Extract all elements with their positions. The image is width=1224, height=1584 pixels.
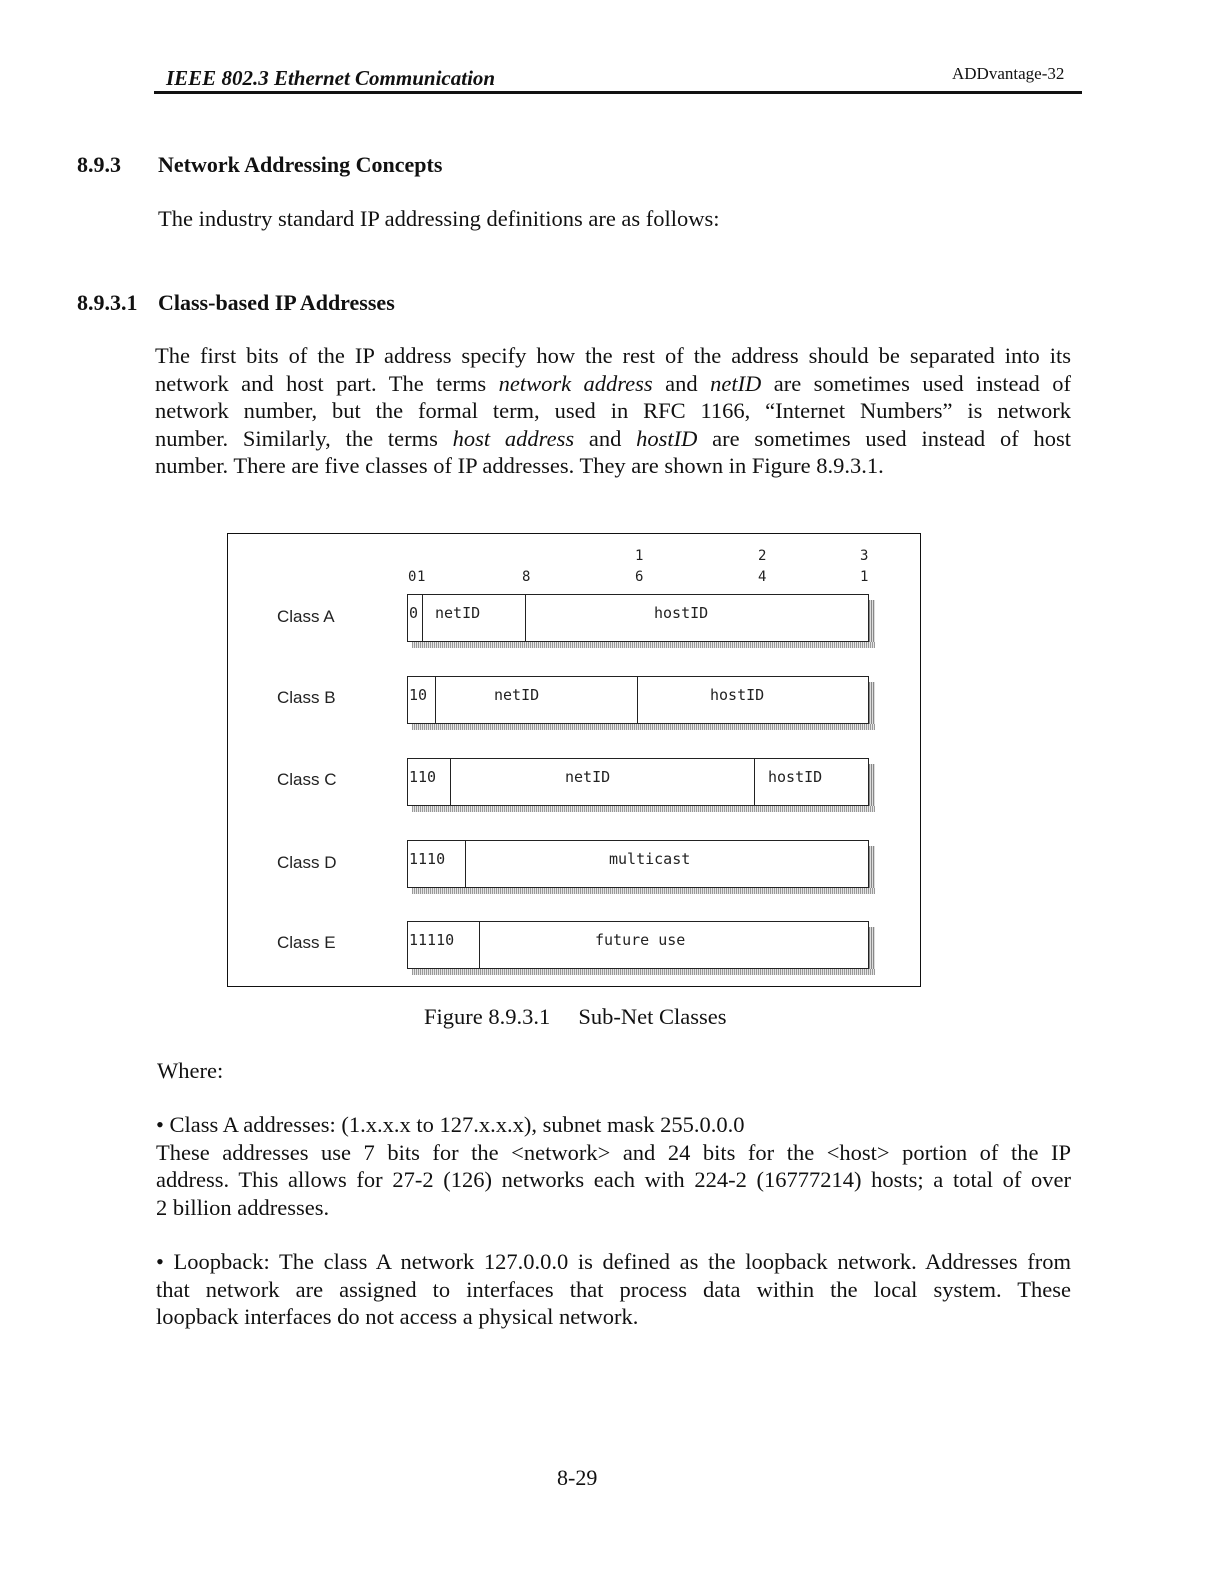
bit-label-16-ones: 6 bbox=[635, 569, 644, 585]
row-shadow bbox=[412, 724, 875, 730]
section-title: Network Addressing Concepts bbox=[158, 152, 443, 177]
running-header-title: IEEE 802.3 Ethernet Communication bbox=[166, 66, 496, 90]
class-c-label: Class C bbox=[277, 770, 337, 789]
class-d-multicast: multicast bbox=[609, 850, 691, 868]
subsection-title: Class-based IP Addresses bbox=[158, 290, 395, 315]
row-shadow bbox=[412, 969, 875, 975]
bit-label-0: 0 bbox=[408, 569, 417, 585]
bit-label-31-tens: 3 bbox=[860, 548, 869, 564]
class-based-paragraph bbox=[155, 342, 1071, 480]
row-shadow bbox=[412, 642, 875, 648]
bullet-line: loopback interfaces do not access a physical network. bbox=[156, 1304, 639, 1329]
paragraph-line: number. There are five classes of IP addresses. They are shown in Figure 8.9.3.1. bbox=[155, 453, 884, 478]
paragraph-line: network and host part. The terms network address and netID are sometimes used instead of bbox=[155, 370, 1071, 396]
class-c-netid: netID bbox=[451, 759, 755, 805]
section-intro: The industry standard IP addressing definitions are as follows: bbox=[158, 206, 720, 231]
class-e-prefix: 11110 bbox=[408, 922, 480, 968]
bit-label-8: 8 bbox=[522, 569, 531, 585]
paragraph-line: network number, but the formal term, used in RFC 1166, “Internet Numbers” is network bbox=[155, 398, 1071, 423]
class-d-prefix: 1110 bbox=[408, 841, 466, 887]
bit-label-1: 1 bbox=[417, 569, 426, 585]
bullet-line: These addresses use 7 bits for the <network> and 24 bits for the <host> portion of the IP bbox=[156, 1139, 1071, 1165]
class-b-netid: netID bbox=[436, 677, 638, 723]
row-shadow bbox=[412, 888, 875, 894]
class-a-bullet bbox=[156, 1111, 1071, 1221]
page-number: 8-29 bbox=[557, 1465, 598, 1490]
class-a-row bbox=[407, 594, 869, 642]
header-rule bbox=[154, 91, 1082, 94]
bullet-line: address. This allows for 27-2 (126) networks each with 224-2 (16777214) hosts; a total of over bbox=[156, 1167, 1071, 1192]
class-e-row bbox=[407, 921, 869, 969]
bit-label-24-tens: 2 bbox=[758, 548, 767, 564]
bullet-line: 2 billion addresses. bbox=[156, 1194, 330, 1220]
class-a-netid: netID bbox=[423, 595, 526, 641]
class-a-label: Class A bbox=[277, 607, 335, 626]
paragraph-line: number. Similarly, the terms host address and hostID are sometimes used instead of host bbox=[155, 425, 1071, 451]
class-c-prefix: 110 bbox=[408, 759, 451, 805]
bullet-line: • Loopback: The class A network 127.0.0.0 is defined as the loopback network. Addresses from bbox=[156, 1249, 1071, 1274]
where-label: Where: bbox=[157, 1058, 224, 1083]
figure-caption-label: Figure 8.9.3.1 bbox=[424, 1004, 551, 1029]
running-header-doc-id: ADDvantage-32 bbox=[952, 64, 1065, 83]
class-b-row bbox=[407, 676, 869, 724]
class-b-label: Class B bbox=[277, 688, 336, 707]
bit-label-31-ones: 1 bbox=[860, 569, 869, 585]
class-b-prefix: 10 bbox=[408, 677, 436, 723]
class-c-hostid: hostID bbox=[768, 768, 823, 786]
class-e-label: Class E bbox=[277, 933, 336, 952]
row-shadow bbox=[412, 806, 875, 812]
bullet-heading: • Class A addresses: (1.x.x.x to 127.x.x.x), subnet mask 255.0.0.0 bbox=[156, 1112, 745, 1137]
figure-caption bbox=[424, 1004, 727, 1030]
loopback-bullet bbox=[156, 1248, 1071, 1331]
class-e-future-use: future use bbox=[595, 931, 686, 949]
class-b-hostid: hostID bbox=[710, 686, 765, 704]
class-a-prefix: 0 bbox=[408, 595, 423, 641]
class-a-hostid: hostID bbox=[654, 604, 709, 622]
figure-caption-text: Sub-Net Classes bbox=[578, 1004, 727, 1029]
bit-label-16-tens: 1 bbox=[635, 548, 644, 564]
class-c-row bbox=[407, 758, 869, 806]
section-number: 8.9.3 bbox=[77, 152, 121, 177]
bit-label-24-ones: 4 bbox=[758, 569, 767, 585]
bullet-line: that network are assigned to interfaces that process data within the local system. These bbox=[156, 1276, 1071, 1302]
subnet-classes-diagram bbox=[227, 533, 921, 987]
class-d-label: Class D bbox=[277, 853, 337, 872]
subsection-number: 8.9.3.1 bbox=[77, 290, 138, 315]
class-d-row bbox=[407, 840, 869, 888]
paragraph-line: The first bits of the IP address specify how the rest of the address should be separated into its bbox=[155, 343, 1071, 368]
